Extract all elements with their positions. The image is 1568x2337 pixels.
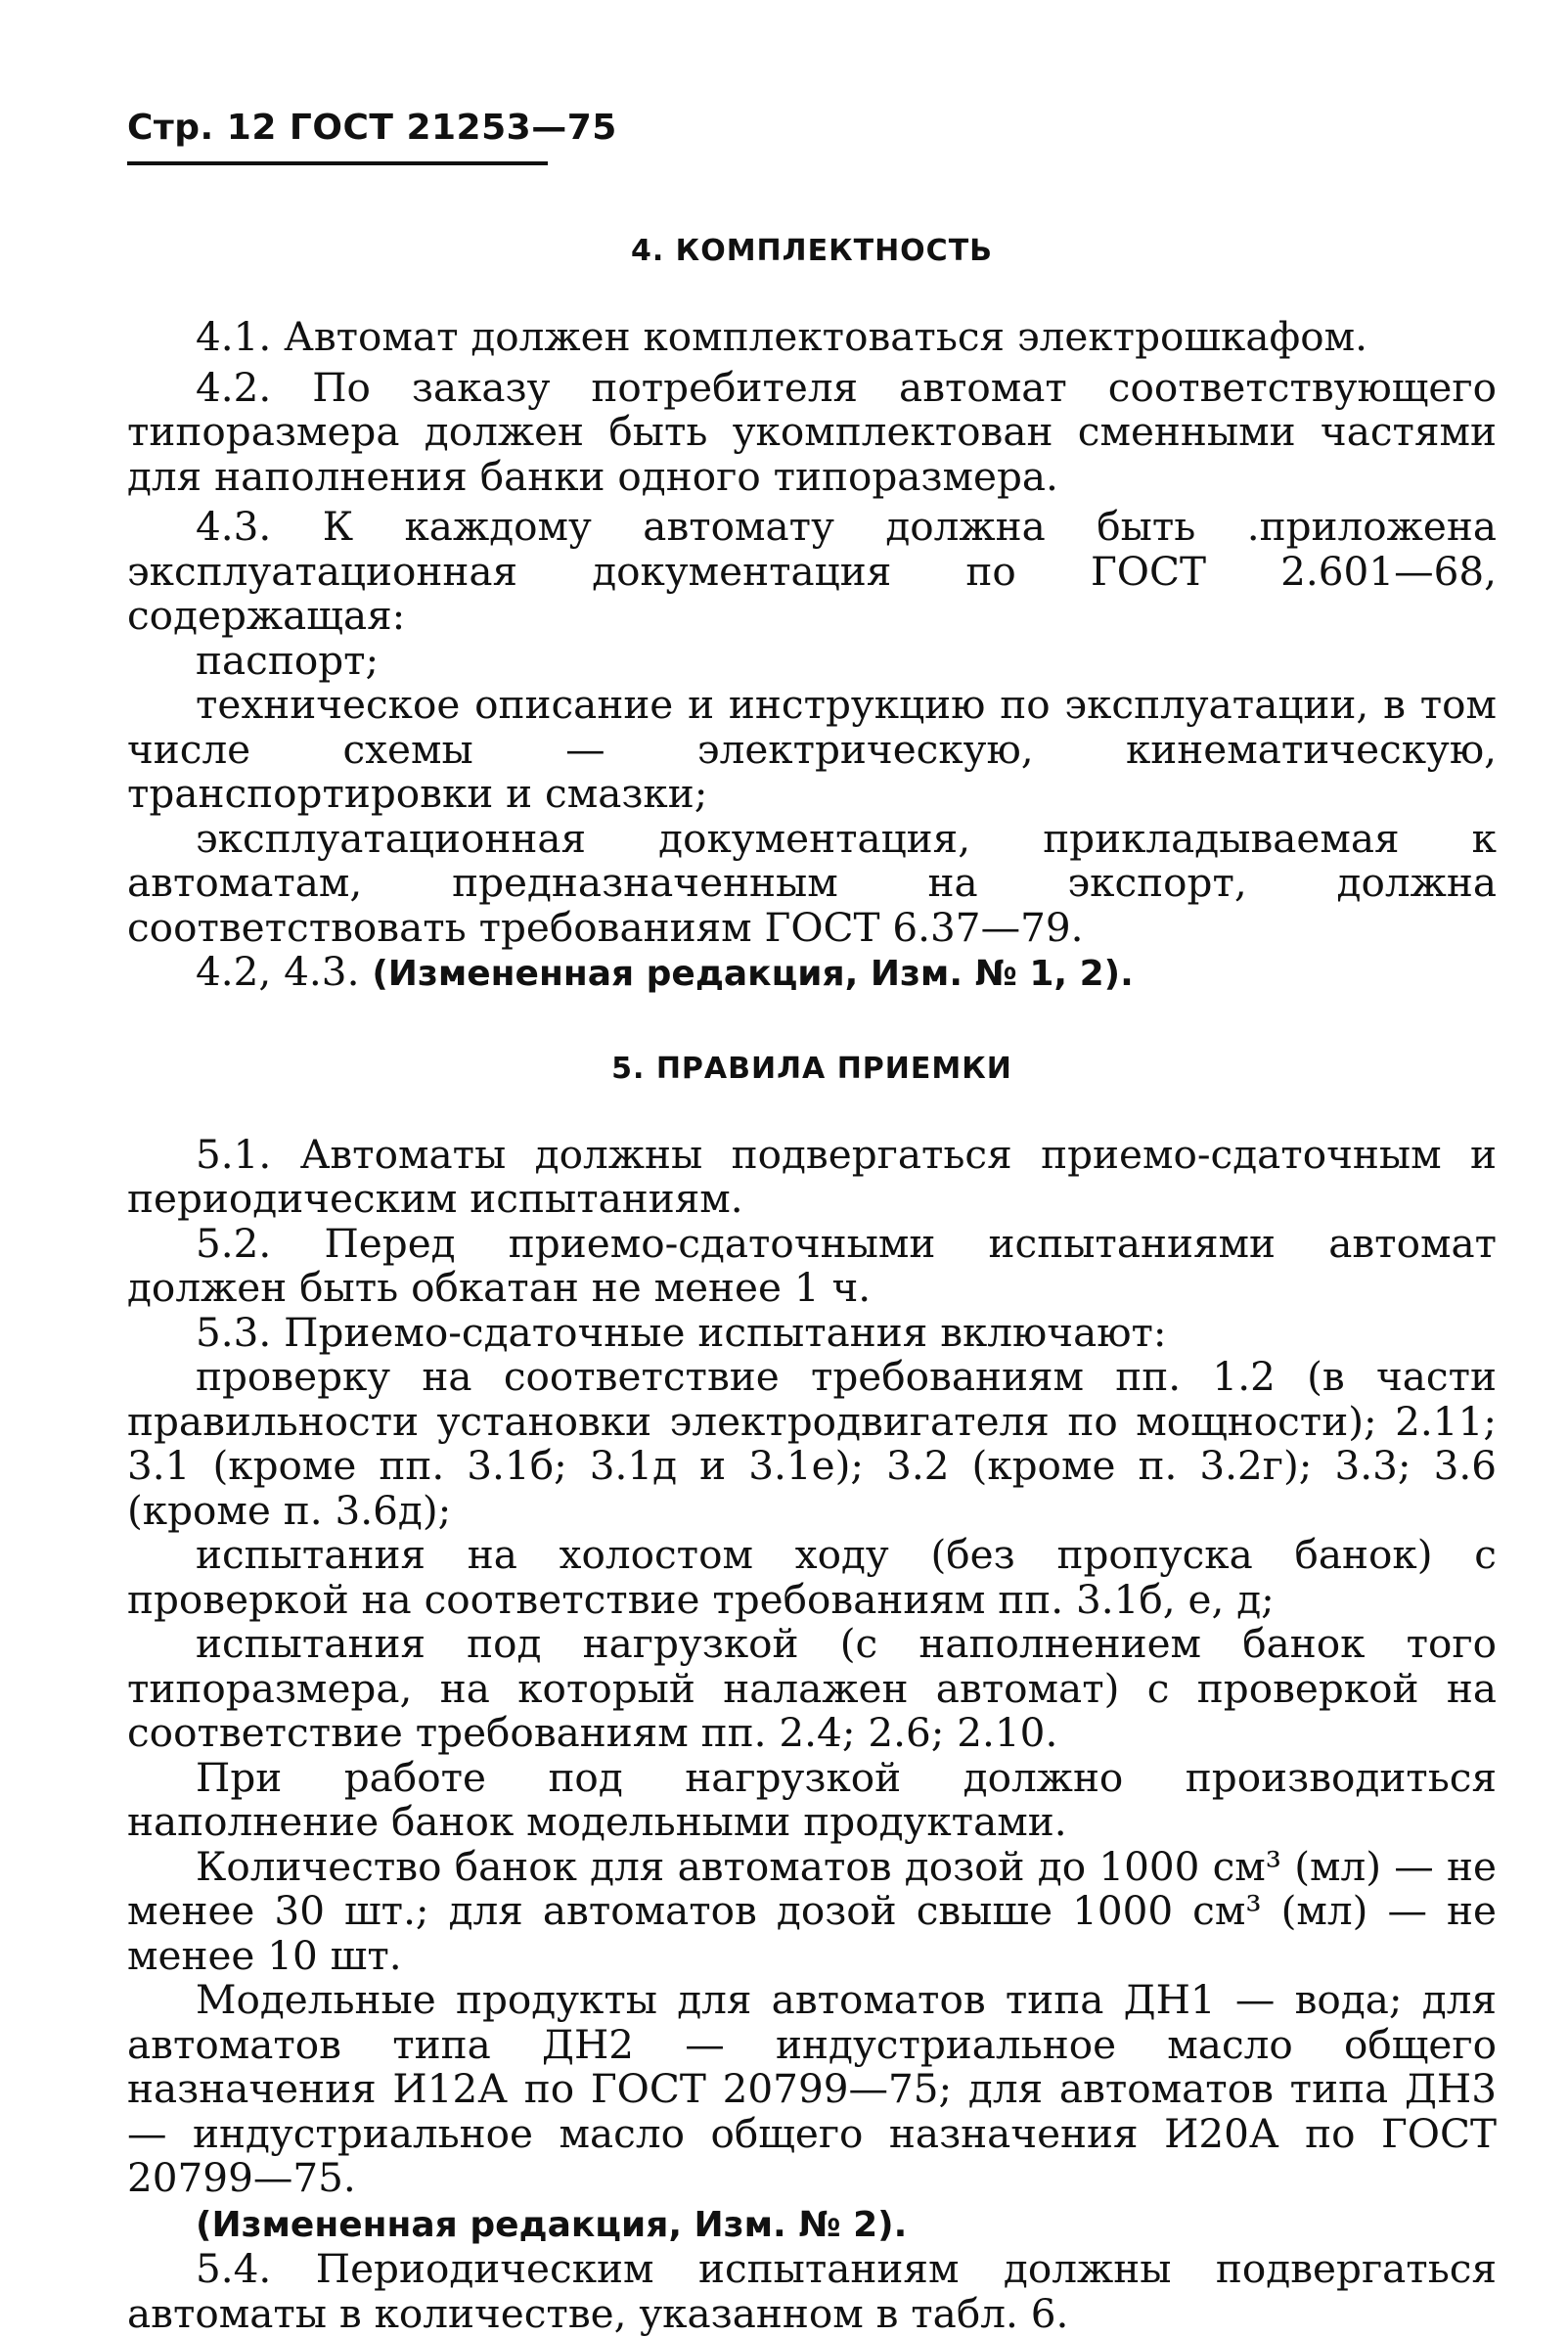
section-5-title: 5. ПРАВИЛА ПРИЕМКИ bbox=[611, 1051, 1012, 1086]
paragraph-can-count: Количество банок для автоматов дозой до 1000 см³ (мл) — не менее 30 шт.; для автоматов дозой свыше 1000 см³ (мл) — не менее 10 шт. bbox=[127, 1842, 1497, 1979]
section-4-title: 4. КОМПЛЕКТНОСТЬ bbox=[630, 234, 994, 268]
paragraph-4-2: 4.2. По заказу потребителя автомат соответствующего типоразмера должен быть укомплектован сменными частями для наполнения банки одного типоразмера. bbox=[127, 363, 1497, 500]
paragraph-5-2: 5.2. Перед приемо-сдаточными испытаниями автомат должен быть обкатан не менее 1 ч. bbox=[127, 1219, 1497, 1311]
paragraph-load-filling: При работе под нагрузкой должно производиться наполнение банок модельными продуктами. bbox=[127, 1753, 1497, 1845]
amendment-text: (Измененная редакция, Изм. № 2). bbox=[196, 2204, 908, 2245]
paragraph-5-3: 5.3. Приемо-сдаточные испытания включают: bbox=[196, 1308, 1167, 1356]
paragraph-5-1: 5.1. Автоматы должны подвергаться приемо-сдаточным и периодическим испытаниям. bbox=[127, 1130, 1497, 1222]
list-item-passport: паспорт; bbox=[196, 636, 380, 684]
amendment-text: (Измененная редакция, Изм. № 1, 2). bbox=[372, 954, 1134, 994]
list-item-idle-test: испытания на холостом ходу (без пропуска банок) с проверкой на соответствие требованиям пп. 3.1б, е, д; bbox=[127, 1531, 1497, 1623]
paragraph-4-1: 4.1. Автомат должен комплектоваться электрошкафом. bbox=[196, 313, 1367, 360]
amendment-note-4 bbox=[127, 950, 1497, 997]
paragraph-model-products: Модельные продукты для автоматов типа ДН1 — вода; для автоматов типа ДН2 — индустриальное масло общего назначения И12А по ГОСТ 20799—75; для автоматов типа ДН3 — индустриальное масло общего назначения И20А по ГОСТ 20799—75. bbox=[127, 1976, 1497, 2201]
list-item-technical-description: техническое описание и инструкцию по эксплуатации, в том числе схемы — электрическую, кинематическую, транспортировки и смазки; bbox=[127, 681, 1497, 817]
paragraph-5-4: 5.4. Периодическим испытаниям должны подвергаться автоматы в количестве, указанном в табл. 6. bbox=[127, 2245, 1497, 2337]
list-item-load-test: испытания под нагрузкой (с наполнением банок того типоразмера, на который налажен автомат) с проверкой на соответствие требованиям пп. 2.4; 2.6; 2.10. bbox=[127, 1620, 1497, 1756]
document-page bbox=[127, 108, 1497, 2336]
paragraph-4-3: 4.3. К каждому автомату должна быть .приложена эксплуатационная документация по ГОСТ 2.601—68, содержащая: bbox=[127, 503, 1497, 639]
list-item-requirements-check: проверку на соответствие требованиям пп. 1.2 (в части правильности установки электродвигателя по мощности); 2.11; 3.1 (кроме пп. 3.1б; 3.1д и 3.1е); 3.2 (кроме п. 3.2г); 3.3; 3.6 (кроме п. 3.6д); bbox=[127, 1353, 1497, 1534]
amendment-note-5 bbox=[127, 2201, 1497, 2248]
amendment-prefix: 4.2, 4.3. bbox=[196, 948, 373, 995]
header-rule bbox=[127, 161, 548, 165]
list-item-export-documentation: эксплуатационная документация, прикладываемая к автоматам, предназначенным на экспорт, должна соответствовать требованиям ГОСТ 6.37—79. bbox=[127, 814, 1497, 951]
page-header: Стр. 12 ГОСТ 21253—75 bbox=[127, 108, 617, 148]
